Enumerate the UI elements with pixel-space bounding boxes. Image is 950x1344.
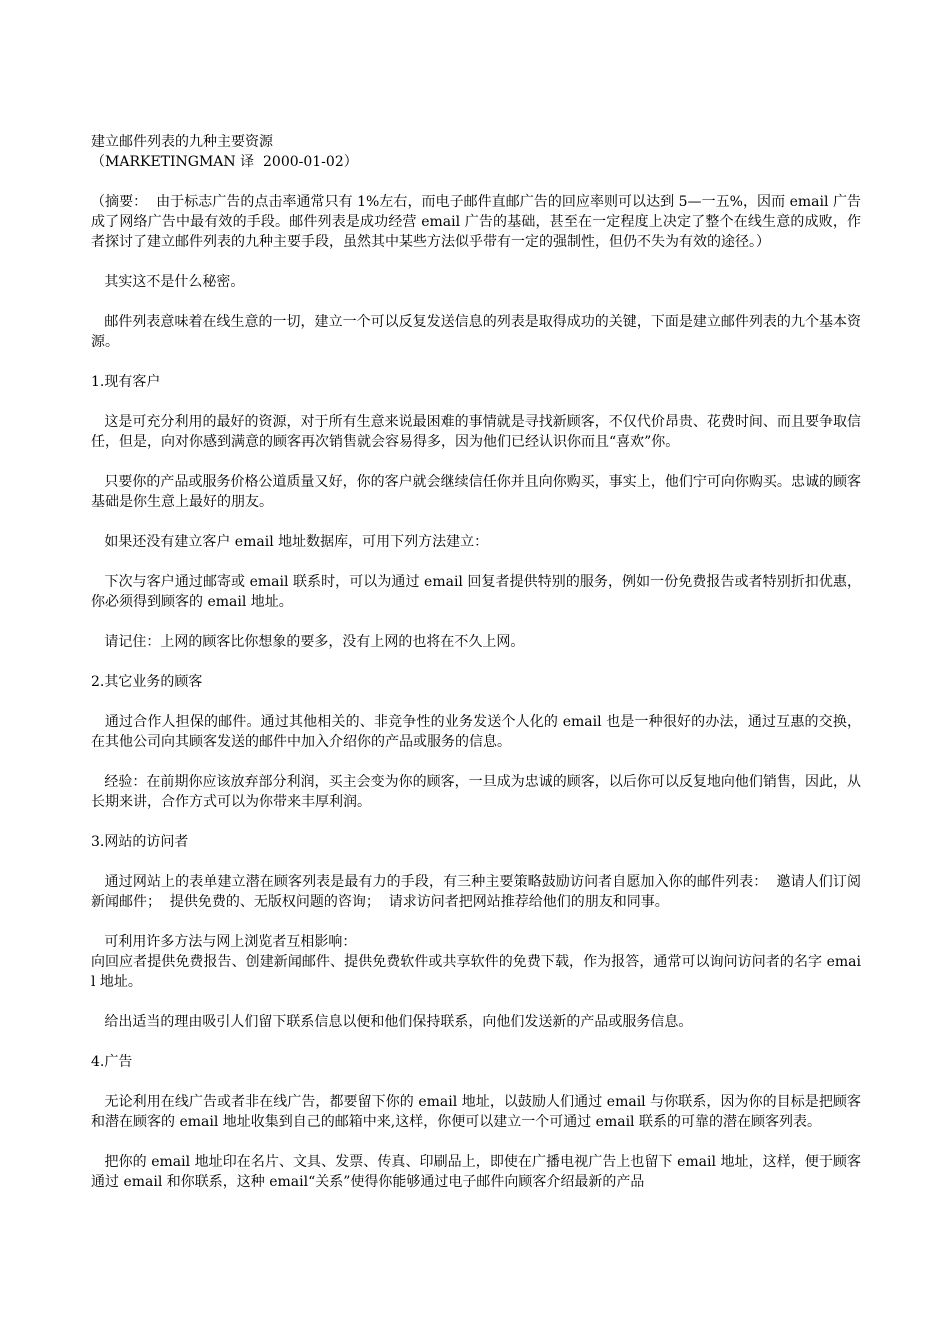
section-heading-2: 2.其它业务的顾客 (91, 674, 203, 690)
body-paragraph: 把你的 email 地址印在名片、文具、发票、传真、印刷品上，即使在广播电视广告上也留下 email 地址，这样，便于顾客通过 email 和你联系，这种 email“关系”使得你能够通过电子邮件向顾客介绍最新的产品 (91, 1154, 861, 1190)
body-paragraph: 其实这不是什么秘密。 (91, 274, 245, 290)
section-heading-4: 4.广告 (91, 1054, 133, 1070)
body-paragraph: 通过合作人担保的邮件。通过其他相关的、非竞争性的业务发送个人化的 email 也是一种很好的办法，通过互惠的交换，在其他公司向其顾客发送的邮件中加入介绍你的产品或服务的信息。 (91, 714, 861, 750)
body-paragraph: 向回应者提供免费报告、创建新闻邮件、提供免费软件或共享软件的免费下载，作为报答，通常可以询问访问者的名字 email 地址。 (91, 954, 861, 990)
section-heading-1: 1.现有客户 (91, 374, 161, 390)
body-paragraph: 经验：在前期你应该放弃部分利润，买主会变为你的顾客，一旦成为忠诚的顾客，以后你可以反复地向他们销售，因此，从长期来讲，合作方式可以为你带来丰厚利润。 (91, 774, 861, 810)
body-paragraph: 给出适当的理由吸引人们留下联系信息以便和他们保持联系，向他们发送新的产品或服务信息。 (91, 1014, 693, 1030)
abstract-paragraph: （摘要： 由于标志广告的点击率通常只有 1%左右，而电子邮件直邮广告的回应率则可以达到 5—一五%，因而 email 广告成了网络广告中最有效的手段。邮件列表是成功经营 email 广告的基础，甚至在一定程度上决定了整个在线生意的成败，作者探讨了建立邮件列表的九种主要手段，虽然其中某些方法似乎带有一定的强制性，但仍不失为有效的途径。） (91, 194, 861, 250)
body-paragraph: 只要你的产品或服务价格公道质量又好，你的客户就会继续信任你并且向你购买，事实上，他们宁可向你购买。忠诚的顾客基础是你生意上最好的朋友。 (91, 474, 861, 510)
document-byline: （MARKETINGMAN 译 2000-01-02） (91, 154, 358, 170)
document-title: 建立邮件列表的九种主要资源 (91, 134, 273, 150)
body-paragraph: 通过网站上的表单建立潜在顾客列表是最有力的手段，有三种主要策略鼓励访问者自愿加入你的邮件列表： 邀请人们订阅新闻邮件； 提供免费的、无版权问题的咨询； 请求访问者把网站推荐给他们的朋友和同事。 (91, 874, 861, 910)
body-paragraph: 邮件列表意味着在线生意的一切，建立一个可以反复发送信息的列表是取得成功的关键，下面是建立邮件列表的九个基本资源。 (91, 314, 861, 350)
section-heading-3: 3.网站的访问者 (91, 834, 189, 850)
body-paragraph: 请记住：上网的顾客比你想象的要多，没有上网的也将在不久上网。 (91, 634, 525, 650)
body-paragraph: 可利用许多方法与网上浏览者互相影响： (91, 934, 357, 950)
body-paragraph: 下次与客户通过邮寄或 email 联系时，可以为通过 email 回复者提供特别的服务，例如一份免费报告或者特别折扣优惠，你必须得到顾客的 email 地址。 (91, 574, 861, 610)
document-page (91, 132, 861, 1212)
body-paragraph: 这是可充分利用的最好的资源，对于所有生意来说最困难的事情就是寻找新顾客，不仅代价昂贵、花费时间、而且要争取信任，但是，向对你感到满意的顾客再次销售就会容易得多，因为他们已经认识你而且“喜欢”你。 (91, 414, 861, 450)
body-paragraph: 如果还没有建立客户 email 地址数据库，可用下列方法建立： (91, 534, 489, 550)
body-paragraph: 无论利用在线广告或者非在线广告，都要留下你的 email 地址，以鼓励人们通过 email 与你联系，因为你的目标是把顾客和潜在顾客的 email 地址收集到自己的邮箱中来,这样，你便可以建立一个可通过 email 联系的可靠的潜在顾客列表。 (91, 1094, 861, 1130)
